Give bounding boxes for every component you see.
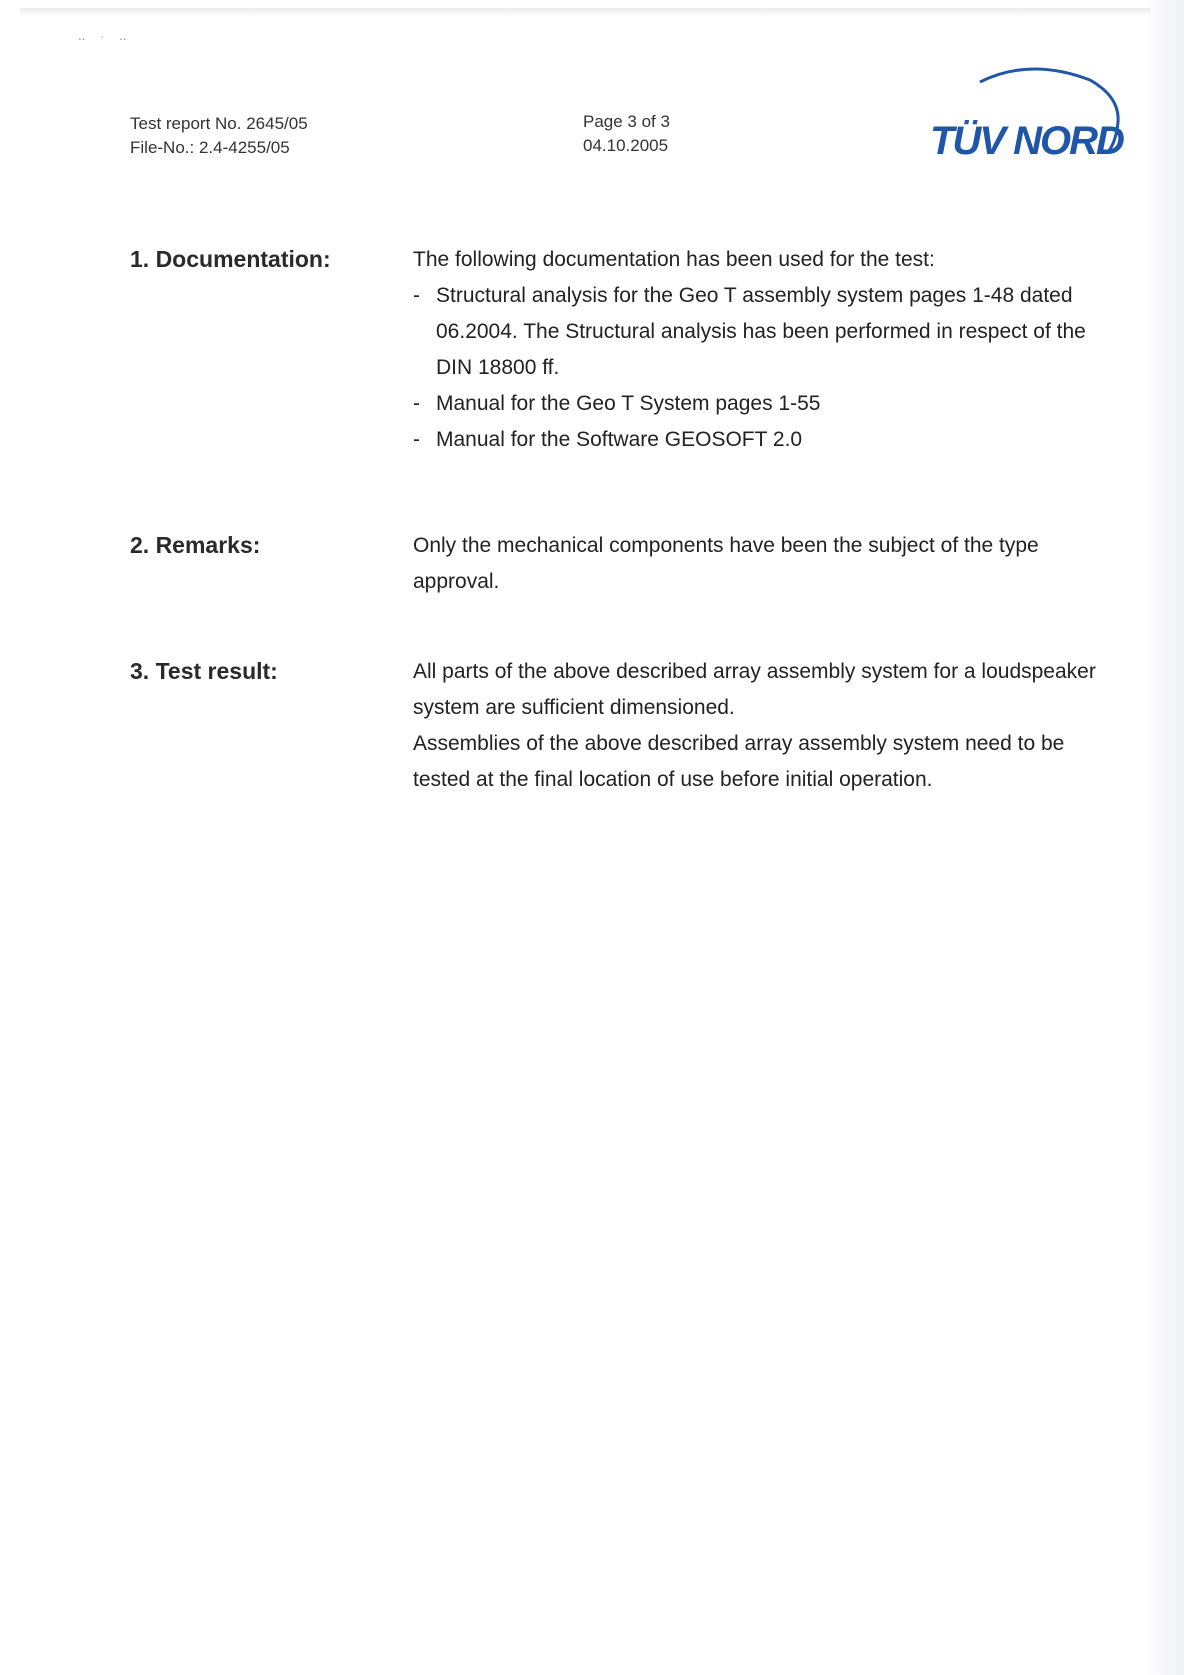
remarks-text: Only the mechanical components have been the subject of the type approval. — [413, 534, 1039, 593]
documentation-list — [413, 278, 1113, 458]
svg-text:TÜV NORD: TÜV NORD — [930, 119, 1123, 163]
bullet-dash: - — [413, 284, 420, 307]
scan-shadow-right — [1144, 0, 1184, 1675]
documentation-intro: The following documentation has been used for the test: — [413, 248, 935, 271]
list-item — [413, 278, 1113, 386]
report-identifiers — [130, 112, 308, 160]
section-title: 1. Documentation: — [130, 246, 331, 272]
test-result-paragraph: Assemblies of the above described array assembly system need to be tested at the final location of use before initial operation. — [413, 732, 1065, 791]
section-title: 2. Remarks: — [130, 532, 261, 558]
section-body — [413, 528, 1113, 600]
section-body — [413, 242, 1113, 458]
section-body — [413, 654, 1113, 798]
report-date: 04.10.2005 — [583, 136, 669, 155]
tuv-nord-logo — [920, 62, 1135, 172]
list-item — [413, 386, 1113, 422]
test-result-paragraph: All parts of the above described array assembly system for a loudspeaker system are sufficient dimensioned. — [413, 660, 1096, 719]
file-number: File-No.: 2.4-4255/05 — [130, 138, 290, 157]
list-item-text: Structural analysis for the Geo T assembly system pages 1-48 dated 06.2004. The Structural analysis has been performed in respect of the DIN 18800 ff. — [436, 284, 1086, 379]
list-item — [413, 422, 1113, 458]
scan-shadow-top — [20, 8, 1150, 16]
page-info — [583, 110, 670, 158]
bullet-dash: - — [413, 392, 420, 415]
list-item-text: Manual for the Software GEOSOFT 2.0 — [436, 428, 803, 451]
scan-specks: ‥ · ‥ — [78, 31, 133, 43]
report-number: Test report No. 2645/05 — [130, 114, 308, 133]
section-title: 3. Test result: — [130, 658, 278, 684]
list-item-text: Manual for the Geo T System pages 1-55 — [436, 392, 821, 415]
bullet-dash: - — [413, 428, 420, 451]
page-number: Page 3 of 3 — [583, 112, 670, 131]
